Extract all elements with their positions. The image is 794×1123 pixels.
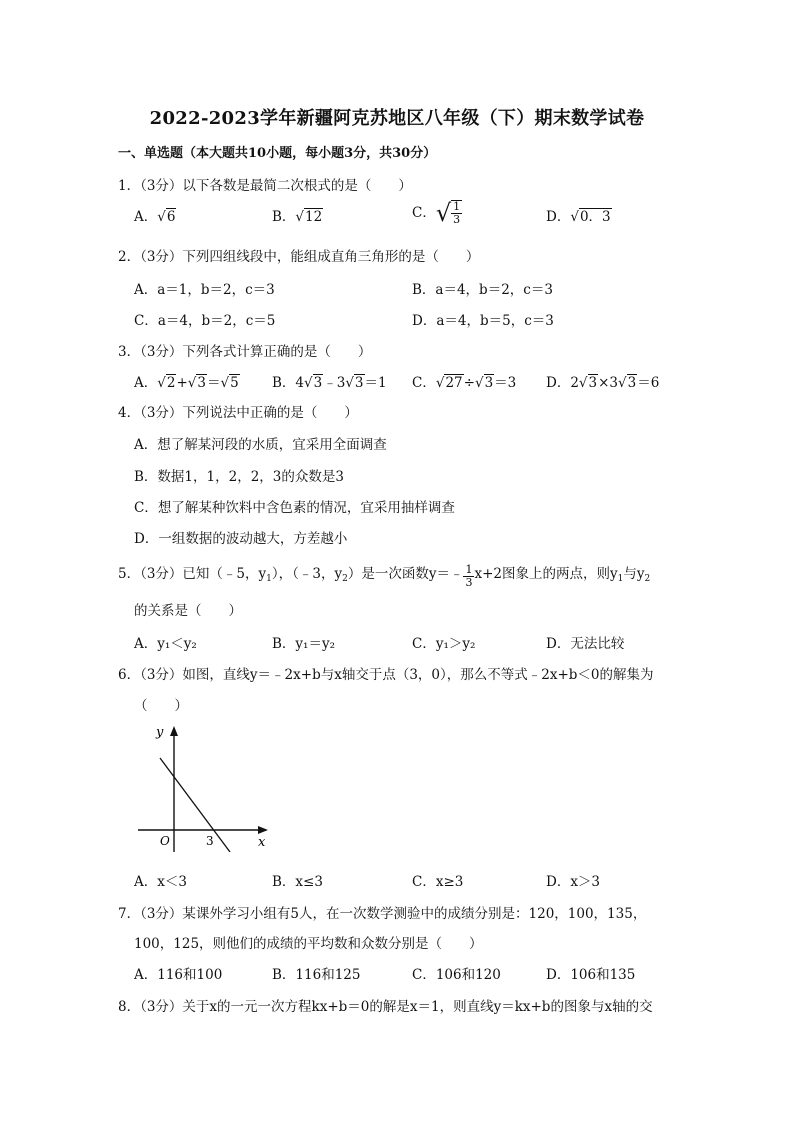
radicand: 0．3 <box>579 209 611 225</box>
sqrt-sign-icon: √ <box>220 375 230 391</box>
fraction <box>451 200 462 226</box>
stem-part: ）是一次函数y＝﹣ <box>347 566 464 582</box>
question-6-stem: 6．（3分）如图，直线y＝﹣2x+b与x轴交于点（3，0），那么不等式﹣2x+b＜0的解集为 <box>118 667 654 683</box>
operator: ÷ <box>463 375 475 391</box>
radicand: 3 <box>354 375 364 391</box>
sqrt-sign-icon: √ <box>345 375 354 391</box>
radicand: 27 <box>445 375 463 391</box>
sqrt-sign-icon: √ <box>618 375 627 391</box>
operator: ﹣3 <box>323 375 346 391</box>
q4-option-a: A．想了解某河段的水质，宜采用全面调查 <box>134 437 387 453</box>
option-label: C． <box>412 205 436 221</box>
subscript: 2 <box>342 574 348 584</box>
option-label: C． <box>412 375 436 391</box>
q7-option-c: C．106和120 <box>412 967 501 983</box>
q2-option-d: D．a＝4，b＝5，c＝3 <box>412 313 554 329</box>
sqrt-sign-icon: √ <box>578 375 588 391</box>
q5-option-d: D．无法比较 <box>546 636 625 652</box>
operator: ＝ <box>206 375 221 391</box>
radicand: 3 <box>627 375 637 391</box>
operator: + <box>176 375 188 391</box>
fraction <box>463 564 474 589</box>
question-1-stem: 1．（3分）以下各数是最简二次根式的是（ ） <box>118 178 412 194</box>
option-label: A． <box>134 375 158 391</box>
sqrt-sign-icon: √ <box>295 209 305 225</box>
q5-option-c: C．y₁＞y₂ <box>412 636 476 652</box>
section-heading: 一、单选题（本大题共10小题，每小题3分，共30分） <box>118 146 437 161</box>
sqrt-sign-icon: √ <box>157 209 166 225</box>
origin-label: O <box>160 834 170 848</box>
sqrt-sign-icon: √ <box>435 199 452 227</box>
subscript: 2 <box>644 574 651 584</box>
sqrt-sign-icon: √ <box>570 209 579 225</box>
question-7-stem-cont: 100，125，则他们的成绩的平均数和众数分别是（ ） <box>134 936 483 952</box>
q1-option-d <box>546 208 612 226</box>
x-arrow-icon <box>258 826 268 834</box>
radicand: 3 <box>313 375 323 391</box>
q1-option-b <box>272 208 323 226</box>
q3-option-c <box>412 374 516 392</box>
numerator: 1 <box>453 200 461 213</box>
q2-option-a: A．a＝1，b＝2，c＝3 <box>134 282 275 298</box>
stem-part: ），（﹣3，y <box>271 566 343 582</box>
option-label: B． <box>272 209 296 225</box>
question-6-stem-cont: （ ） <box>134 698 188 714</box>
operator: ×3 <box>598 375 619 391</box>
numerator: 1 <box>465 563 473 576</box>
radicand: 6 <box>166 209 176 225</box>
q7-option-a: A．116和100 <box>134 967 223 983</box>
q5-option-a: A．y₁＜y₂ <box>134 636 197 652</box>
question-2-stem: 2．（3分）下列四组线段中，能组成直角三角形的是（ ） <box>118 249 480 265</box>
x-axis-label: x <box>258 835 266 850</box>
y-axis-label: y <box>156 725 164 740</box>
radicand: 5 <box>230 375 239 391</box>
option-label: D．2 <box>546 375 579 391</box>
q5-option-b: B．y₁＝y₂ <box>272 636 335 652</box>
radicand: 3 <box>588 375 598 391</box>
question-8-stem: 8．（3分）关于x的一元一次方程kx+b＝0的解是x＝1，则直线y＝kx+b的图象与x轴的交 <box>118 999 653 1015</box>
y-arrow-icon <box>170 726 178 736</box>
sqrt-sign-icon: √ <box>304 375 313 391</box>
denominator: 3 <box>465 576 473 589</box>
q6-option-a: A．x＜3 <box>134 874 187 890</box>
q3-option-b <box>272 374 387 392</box>
q6-option-c: C．x≥3 <box>412 874 464 890</box>
sqrt-sign-icon: √ <box>474 375 484 391</box>
radicand: 2 <box>166 375 176 391</box>
denominator: 3 <box>453 213 461 226</box>
q3-option-d <box>546 374 659 392</box>
q1-option-a <box>134 208 176 226</box>
question-5-stem-cont: 的关系是（ ） <box>134 603 242 619</box>
q2-option-c: C．a＝4，b＝2，c＝5 <box>134 313 276 329</box>
subscript: 1 <box>617 574 624 584</box>
option-label: B．4 <box>272 375 305 391</box>
page-title: 2022-2023学年新疆阿克苏地区八年级（下）期末数学试卷 <box>149 108 645 129</box>
option-label: D． <box>546 209 571 225</box>
sqrt-sign-icon: √ <box>157 375 166 391</box>
stem-part: x+2图象上的两点，则y <box>474 566 618 582</box>
operator: ＝1 <box>364 375 387 391</box>
q4-option-b: B．数据1，1，2，2，3的众数是3 <box>134 469 344 485</box>
operator: ＝6 <box>637 375 660 391</box>
subscript: 1 <box>266 574 272 584</box>
function-line <box>160 758 230 852</box>
operator: ＝3 <box>494 375 517 391</box>
q4-option-d: D．一组数据的波动越大，方差越小 <box>134 531 348 547</box>
q6-graph <box>134 722 274 852</box>
question-5-stem <box>118 564 650 589</box>
radicand: 3 <box>197 375 206 391</box>
stem-part: 与y <box>623 566 645 582</box>
tick-label: 3 <box>206 834 214 848</box>
q3-option-a <box>134 374 240 392</box>
q6-option-d: D．x＞3 <box>546 874 601 890</box>
q1-option-c <box>412 200 462 226</box>
radicand: 12 <box>305 209 323 225</box>
option-label: A． <box>134 209 158 225</box>
q4-option-c: C．想了解某种饮料中含色素的情况，宜采用抽样调查 <box>134 500 455 516</box>
question-7-stem: 7．（3分）某课外学习小组有5人，在一次数学测验中的成绩分别是：120，100，135， <box>118 906 647 922</box>
stem-part: 5．（3分）已知（﹣5，y <box>118 566 267 582</box>
q7-option-d: D．106和135 <box>546 967 636 983</box>
sqrt-sign-icon: √ <box>435 375 445 391</box>
q6-option-b: B．x≤3 <box>272 874 323 890</box>
question-4-stem: 4．（3分）下列说法中正确的是（ ） <box>118 405 358 421</box>
question-3-stem: 3．（3分）下列各式计算正确的是（ ） <box>118 344 372 360</box>
q7-option-b: B．116和125 <box>272 967 361 983</box>
sqrt-sign-icon: √ <box>187 375 197 391</box>
radicand: 3 <box>484 375 494 391</box>
q2-option-b: B．a＝4，b＝2，c＝3 <box>412 282 553 298</box>
